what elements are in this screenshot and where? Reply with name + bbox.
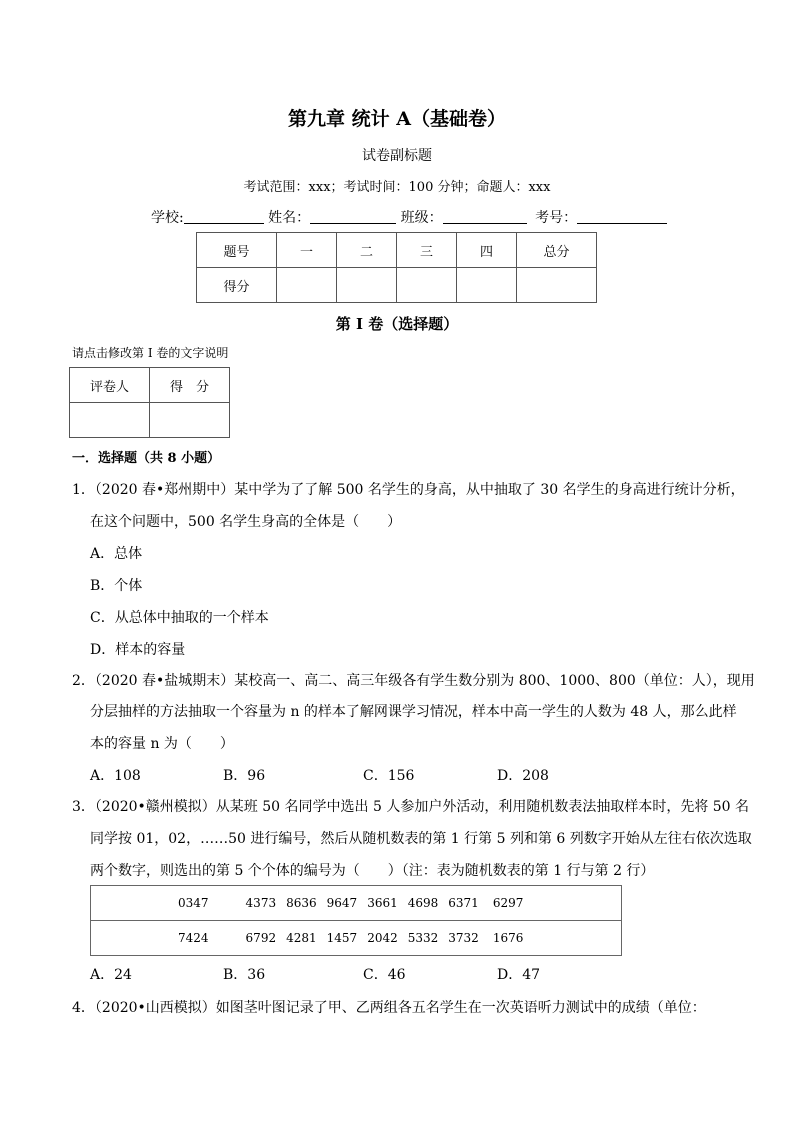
score-table-header-row <box>197 233 597 268</box>
question-3-option-c[interactable]: C．46 <box>363 967 406 983</box>
page-subtitle: 试卷副标题 <box>362 148 432 164</box>
score-table-cell: 四 <box>457 233 517 268</box>
score-table-cell: 总分 <box>517 233 597 268</box>
grader-table <box>69 367 230 438</box>
score-table-cell: 三 <box>397 233 457 268</box>
score-input-cell[interactable] <box>397 268 457 303</box>
question-3-option-b[interactable]: B．36 <box>223 967 266 983</box>
grader-score-input-cell[interactable] <box>150 403 230 438</box>
score-table <box>196 232 597 303</box>
question-2-option-d[interactable]: D．208 <box>497 768 549 784</box>
random-table-row-cell <box>91 921 622 956</box>
score-input-cell[interactable] <box>457 268 517 303</box>
random-number: 3661 <box>367 896 398 910</box>
random-number: 6297 <box>492 896 524 910</box>
random-number: 9647 <box>326 896 358 910</box>
random-number: 6792 <box>245 931 277 945</box>
random-number: 0347 <box>178 896 209 910</box>
score-table-cell: 题号 <box>197 233 277 268</box>
school-label: 学校: <box>151 210 184 226</box>
score-input-cell[interactable] <box>277 268 337 303</box>
question-1-option-b[interactable]: B．个体 <box>90 578 143 594</box>
question-3-option-a[interactable]: A．24 <box>90 967 132 983</box>
question-1-line-1: 1．（2020 春•郑州期中）某中学为了了解 500 名学生的身高，从中抽取了 30 名学生的身高进行统计分析， <box>72 482 745 498</box>
random-number: 4698 <box>407 896 439 910</box>
random-number: 8636 <box>286 896 317 910</box>
exam-info: 考试范围：xxx；考试时间：100 分钟；命题人：xxx <box>243 180 551 195</box>
question-2-option-a[interactable]: A．108 <box>90 768 141 784</box>
random-number: 1457 <box>326 931 358 945</box>
random-table-row-cell <box>91 886 622 921</box>
score-table-cell: 二 <box>337 233 397 268</box>
random-table-row <box>91 886 622 921</box>
number-label: 考号： <box>535 210 578 226</box>
question-2-option-c[interactable]: C．156 <box>363 768 415 784</box>
score-input-cell[interactable] <box>337 268 397 303</box>
score-table-cell: 一 <box>277 233 337 268</box>
question-3-option-d[interactable]: D．47 <box>497 967 541 983</box>
question-2-line-2: 分层抽样的方法抽取一个容量为 n 的样本了解网课学习情况，样本中高一学生的人数为 48 人，那么此样 <box>90 704 737 720</box>
page-title: 第九章 统计 A（基础卷） <box>288 108 506 130</box>
score-input-cell[interactable] <box>517 268 597 303</box>
random-number: 3732 <box>448 931 479 945</box>
score-row-label: 得分 <box>197 268 277 303</box>
class-label: 班级： <box>400 210 443 226</box>
name-label: 姓名： <box>268 210 311 226</box>
grader-input-cell[interactable] <box>70 403 150 438</box>
score-table-score-row <box>197 268 597 303</box>
grader-score-header: 得 分 <box>150 368 230 403</box>
grader-header: 评卷人 <box>70 368 150 403</box>
section-title: 一．选择题（共 8 小题） <box>72 451 221 466</box>
question-3-line-2: 同学按 01，02，……50 进行编号，然后从随机数表的第 1 行第 5 列和第 6 列数字开始从左往右依次选取 <box>90 831 752 847</box>
class-field[interactable] <box>443 209 527 224</box>
random-number: 4373 <box>245 896 277 910</box>
question-1-option-c[interactable]: C．从总体中抽取的一个样本 <box>90 610 269 626</box>
question-3-line-3: 两个数字，则选出的第 5 个个体的编号为（ ）（注：表为随机数表的第 1 行与第 2 行） <box>90 863 655 879</box>
question-1-option-a[interactable]: A．总体 <box>90 546 143 562</box>
question-2-line-1: 2．（2020 春•盐城期末）某校高一、高二、高三年级各有学生数分别为 800、1000、800（单位：人），现用 <box>72 673 755 689</box>
part1-note[interactable]: 请点击修改第 I 卷的文字说明 <box>72 346 229 360</box>
number-field[interactable] <box>577 209 667 224</box>
part1-title: 第 I 卷（选择题） <box>335 315 459 333</box>
random-table-row <box>91 921 622 956</box>
question-2-option-b[interactable]: B．96 <box>223 768 266 784</box>
question-2-line-3: 本的容量 n 为（ ） <box>90 736 234 752</box>
question-3-line-1: 3．（2020•赣州模拟）从某班 50 名同学中选出 5 人参加户外活动，利用随机数表法抽取样本时，先将 50 名 <box>72 799 750 815</box>
student-info-line <box>151 207 667 227</box>
random-number: 2042 <box>367 931 398 945</box>
question-4-line-1: 4．（2020•山西模拟）如图茎叶图记录了甲、乙两组各五名学生在一次英语听力测试中的成绩（单位： <box>72 1000 706 1016</box>
random-number: 6371 <box>448 896 479 910</box>
random-number: 7424 <box>178 931 209 945</box>
random-number-table <box>90 885 622 956</box>
school-field[interactable] <box>184 209 264 224</box>
random-number: 4281 <box>286 931 317 945</box>
random-number: 5332 <box>407 931 439 945</box>
question-1-option-d[interactable]: D．样本的容量 <box>90 642 186 658</box>
random-number: 1676 <box>492 931 524 945</box>
name-field[interactable] <box>310 209 396 224</box>
question-1-line-2: 在这个问题中，500 名学生身高的全体是（ ） <box>90 514 402 530</box>
